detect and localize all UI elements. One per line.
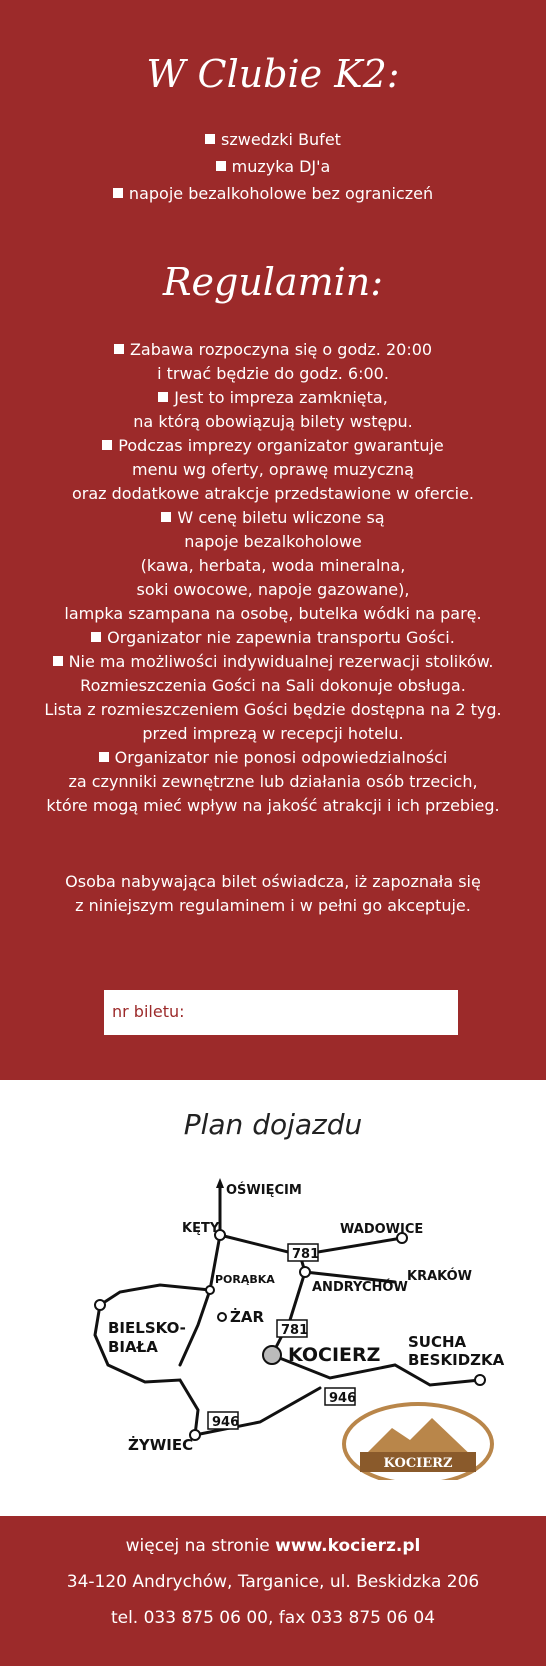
rules-line: Jest to impreza zamknięta, [0, 386, 546, 410]
phone-line: tel. 033 875 06 00, fax 033 875 06 04 [110, 1608, 436, 1628]
ticket-number-label: nr biletu: [112, 1002, 185, 1021]
bielsko-marker [95, 1300, 105, 1310]
rules-line: Nie ma możliwości indywidualnej rezerwacji stolików. [0, 650, 546, 674]
place-label: KRAKÓW [407, 1269, 473, 1284]
zar-marker [218, 1313, 226, 1321]
rules-line: przed imprezą w recepcji hotelu. [142, 724, 404, 743]
bullet-square-icon [158, 392, 168, 402]
rules-line: Lista z rozmieszczeniem Gości będzie dostępna na 2 tyg. [44, 700, 502, 719]
place-label: KĘTY [182, 1221, 220, 1236]
north-arrow-icon [216, 1178, 224, 1188]
rules-line: które mogą mieć wpływ na jakość atrakcji i ich przebieg. [46, 796, 500, 815]
bullet-square-icon [114, 344, 124, 354]
rules-line: na którą obowiązują bilety wstępu. [133, 412, 413, 431]
place-label: WADOWICE [340, 1222, 424, 1237]
place-label: ŻAR [230, 1308, 265, 1326]
bullet-square-icon [102, 440, 112, 450]
place-label: ŻYWIEC [128, 1436, 194, 1454]
road-number: 781 [281, 1323, 309, 1338]
bullet-square-icon [113, 188, 123, 198]
sucha-marker [475, 1375, 485, 1385]
ticket-number-field[interactable] [104, 990, 458, 1035]
website-link[interactable]: www.kocierz.pl [275, 1536, 421, 1556]
rules-line: za czynniki zewnętrzne lub działania osób trzecich, [68, 772, 478, 791]
rules-line: (kawa, herbata, woda mineralna, [140, 556, 406, 575]
club-item: muzyka DJ'a [0, 155, 546, 179]
rules-title: Regulamin: [162, 260, 384, 304]
rules-line: Rozmieszczenia Gości na Sali dokonuje obsługa. [80, 676, 466, 695]
club-item: napoje bezalkoholowe bez ograniczeń [0, 182, 546, 206]
place-label: OŚWIĘCIM [226, 1183, 302, 1198]
rules-line: lampka szampana na osobę, butelka wódki na parę. [64, 604, 482, 623]
footer [0, 1516, 546, 1666]
website-line: więcej na stronie www.kocierz.pl [125, 1536, 421, 1556]
bullet-square-icon [53, 656, 63, 666]
place-label: SUCHA [408, 1333, 467, 1351]
bullet-square-icon [205, 134, 215, 144]
porabka-marker [206, 1286, 214, 1294]
rules-line: soki owocowe, napoje gazowane), [136, 580, 410, 599]
place-label: BESKIDZKA [408, 1351, 505, 1369]
rules-line: Zabawa rozpoczyna się o godz. 20:00 [0, 338, 546, 362]
road-number: 946 [329, 1391, 357, 1406]
address-line: 34-120 Andrychów, Targanice, ul. Beskidzka 206 [66, 1572, 480, 1592]
rules-line: Podczas imprezy organizator gwarantuje [0, 434, 546, 458]
directions-map [0, 1160, 546, 1480]
statement-line: z niniejszym regulaminem i w pełni go akceptuje. [75, 896, 471, 915]
bullet-square-icon [216, 161, 226, 171]
place-label: KOCIERZ [288, 1344, 381, 1366]
place-label: BIAŁA [108, 1338, 158, 1356]
rules-line: menu wg oferty, oprawę muzyczną [132, 460, 414, 479]
bullet-square-icon [91, 632, 101, 642]
place-label: PORĄBKA [215, 1273, 275, 1286]
logo-name: KOCIERZ [383, 1456, 453, 1471]
place-label: ANDRYCHÓW [312, 1280, 408, 1295]
club-title: W Clubie K2: [146, 52, 400, 96]
road-number: 781 [292, 1247, 320, 1262]
rules-line: Organizator nie zapewnia transportu Gości. [0, 626, 546, 650]
rules-line: Organizator nie ponosi odpowiedzialności [0, 746, 546, 770]
bullet-square-icon [161, 512, 171, 522]
map-title: Plan dojazdu [183, 1108, 363, 1141]
bullet-square-icon [99, 752, 109, 762]
kocierz-logo [344, 1404, 492, 1480]
statement-line: Osoba nabywająca bilet oświadcza, iż zapoznała się [65, 872, 481, 891]
kocierz-marker [263, 1346, 281, 1364]
rules-line: i trwać będzie do godz. 6:00. [157, 364, 389, 383]
place-label: BIELSKO- [108, 1319, 186, 1337]
road-number: 946 [212, 1415, 240, 1430]
rules-line: oraz dodatkowe atrakcje przedstawione w ofercie. [71, 484, 474, 503]
rules-line: W cenę biletu wliczone są [0, 506, 546, 530]
andrychow-marker [300, 1267, 310, 1277]
rules-line: napoje bezalkoholowe [184, 532, 362, 551]
club-item: szwedzki Bufet [0, 128, 546, 152]
